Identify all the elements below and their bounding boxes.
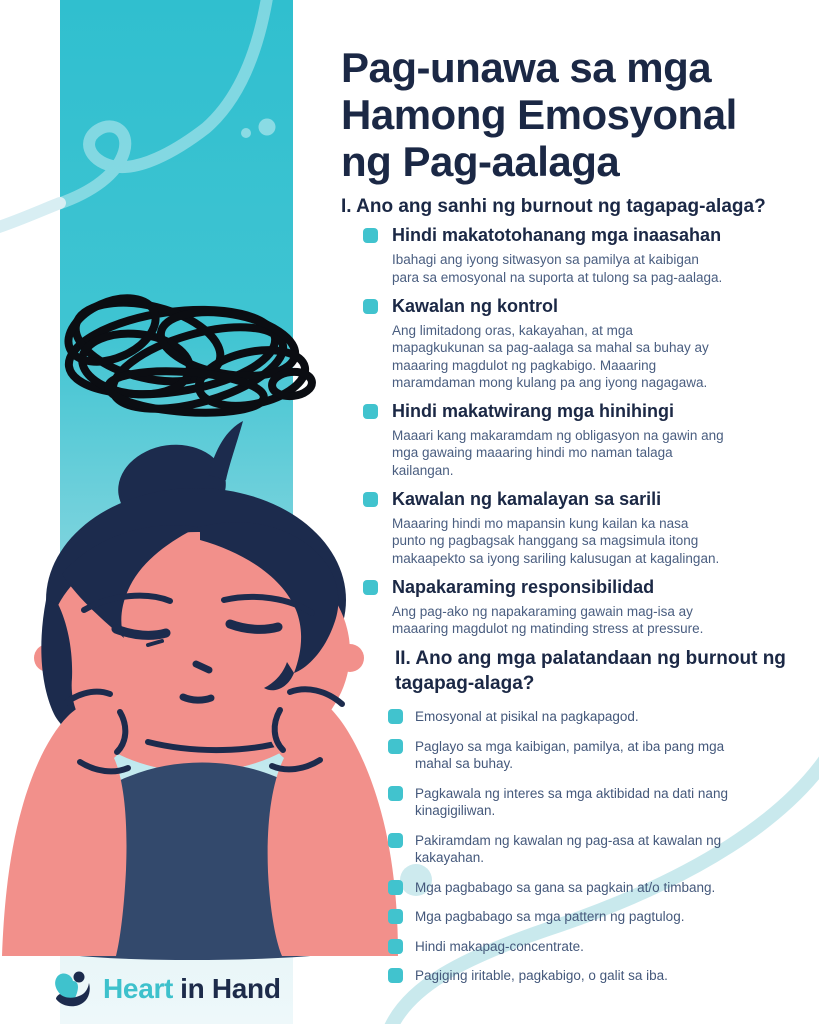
cause-body: Maaaring hindi mo mapansin kung kailan ka nasa punto ng pagbagsak hanggang sa magsimula itong makaapekto sa iyong sariling kalusugan at kagalingan. bbox=[392, 515, 720, 566]
sign-label: Pakiramdam ng kawalan ng pag-asa at kawalan ng kakayahan. bbox=[415, 832, 722, 866]
cause-title: Kawalan ng kontrol bbox=[392, 295, 559, 316]
sign-item bbox=[415, 967, 745, 985]
cause-item bbox=[392, 577, 811, 638]
cause-body: Ang limitadong oras, kakayahan, at mga mapagkukunan sa pag-aalaga sa mahal sa buhay ay maaaring magdulot ng pagkabigo. Maaaring maramdaman mong kulang pa ang iyong nagagawa. bbox=[392, 323, 709, 390]
brand-logo bbox=[52, 968, 281, 1010]
causes-section-heading: I. Ano ang sanhi ng burnout ng tagapag-alaga? bbox=[341, 196, 766, 218]
bullet-square-icon bbox=[388, 880, 403, 895]
brand-name bbox=[103, 973, 281, 1005]
bullet-square-icon bbox=[388, 939, 403, 954]
cause-item bbox=[392, 296, 811, 391]
brand-name-secondary: in Hand bbox=[180, 973, 281, 1004]
cause-title: Kawalan ng kamalayan sa sarili bbox=[392, 488, 662, 509]
bullet-square-icon bbox=[388, 833, 403, 848]
bullet-square-icon bbox=[388, 739, 403, 754]
sign-label: Mga pagbabago sa gana sa pagkain at/o timbang. bbox=[415, 879, 716, 895]
title-line-2: Hamong Emosyonal bbox=[341, 91, 737, 139]
sign-label: Pagiging iritable, pagkabigo, o galit sa iba. bbox=[415, 968, 668, 984]
sign-label: Mga pagbabago sa mga pattern ng pagtulog. bbox=[415, 909, 685, 925]
bullet-square-icon bbox=[363, 404, 378, 419]
sign-item bbox=[415, 785, 745, 820]
sign-item bbox=[415, 738, 745, 773]
cause-item bbox=[392, 401, 811, 479]
sign-item bbox=[415, 908, 745, 926]
bullet-square-icon bbox=[388, 968, 403, 983]
sign-item bbox=[415, 832, 745, 867]
signs-section-heading: II. Ano ang mga palatandaan ng burnout ng tagapag-alaga? bbox=[395, 648, 786, 694]
bullet-square-icon bbox=[363, 580, 378, 595]
title-line-1: Pag-unawa sa mga bbox=[341, 44, 712, 91]
cause-item bbox=[392, 225, 811, 286]
sign-item bbox=[415, 938, 745, 956]
cause-title: Napakaraming responsibilidad bbox=[392, 576, 655, 597]
cause-body: Ibahagi ang iyong sitwasyon sa pamilya at kaibigan para sa emosyonal na suporta at tulong sa pag-aalaga. bbox=[392, 252, 723, 285]
sign-item bbox=[415, 879, 745, 897]
cause-item bbox=[392, 489, 811, 567]
title-line-3: ng Pag-aalaga bbox=[341, 138, 620, 186]
bullet-square-icon bbox=[363, 228, 378, 243]
cause-body: Ang pag-ako ng napakaraming gawain mag-isa ay maaaring magdulot ng matinding stress at pressure. bbox=[392, 603, 704, 637]
sign-label: Emosyonal at pisikal na pagkapagod. bbox=[415, 708, 639, 724]
page-title bbox=[341, 44, 811, 185]
sign-item bbox=[415, 708, 745, 726]
bullet-square-icon bbox=[388, 709, 403, 724]
sign-label: Hindi makapag-concentrate. bbox=[415, 938, 584, 954]
bullet-square-icon bbox=[363, 299, 378, 314]
cause-title: Hindi makatotohanang mga inaasahan bbox=[392, 225, 722, 246]
cause-title: Hindi makatwirang mga hinihingi bbox=[392, 401, 675, 422]
bullet-square-icon bbox=[388, 909, 403, 924]
bullet-square-icon bbox=[363, 492, 378, 507]
heart-in-hand-logo-icon bbox=[52, 968, 94, 1010]
sign-label: Paglayo sa mga kaibigan, pamilya, at iba pang mga mahal sa buhay. bbox=[415, 738, 725, 772]
brand-name-primary: Heart bbox=[103, 973, 174, 1004]
main-content bbox=[341, 44, 811, 997]
dot-large bbox=[259, 119, 276, 136]
sign-label: Pagkawala ng interes sa mga aktibidad na dati nang kinagigiliwan. bbox=[415, 785, 728, 819]
cause-body: Maaari kang makaramdam ng obligasyon na gawin ang mga gawaing maaaring hindi mo naman talaga kailangan. bbox=[392, 428, 724, 478]
bullet-square-icon bbox=[388, 786, 403, 801]
dot-small bbox=[241, 128, 251, 138]
